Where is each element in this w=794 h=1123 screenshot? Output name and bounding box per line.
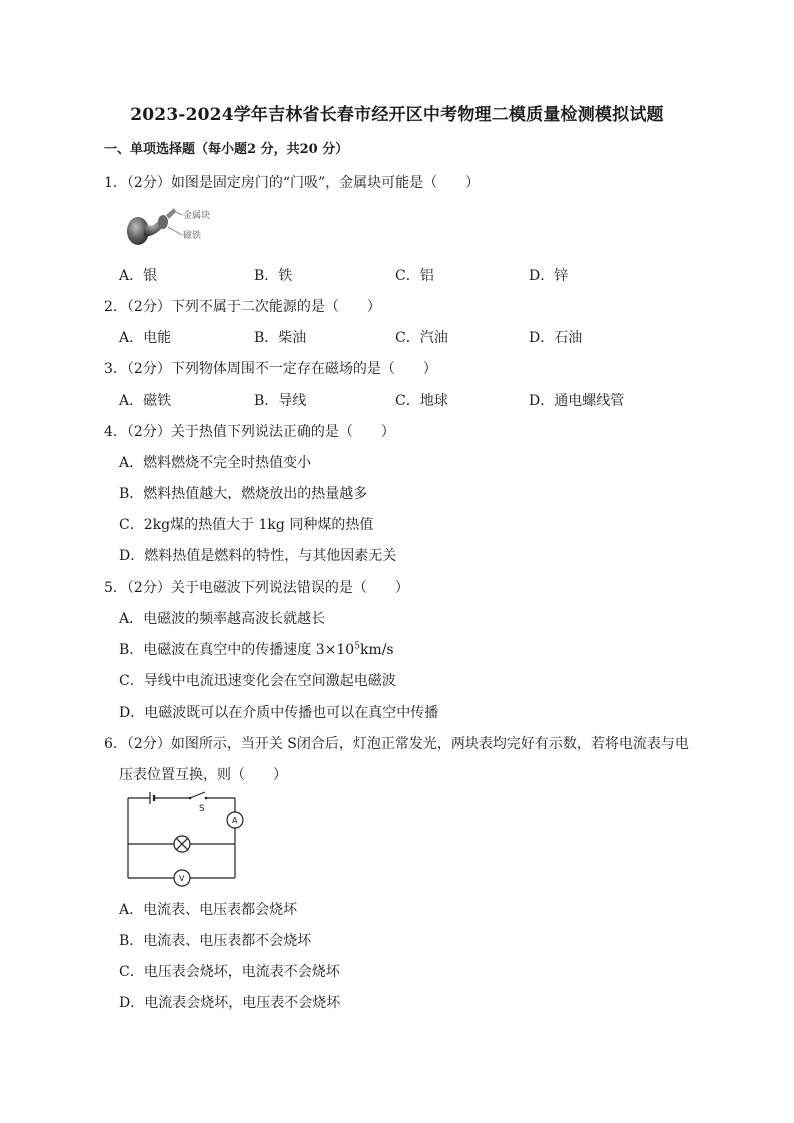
q2-option-a: A．电能 [119,330,172,346]
q5-option-b-exponent: 5 [354,641,360,652]
q4-option-b: B．燃料热值越大，燃烧放出的热量越多 [119,486,368,502]
q1-option-b: B．铁 [254,268,293,284]
question-4-stem: 4．（2分）关于热值下列说法正确的是（ ） [104,424,395,440]
question-3-stem: 3．（2分）下列物体周围不一定存在磁场的是（ ） [104,361,437,377]
magnet-block [158,215,168,229]
q2-option-b: B．柴油 [254,330,307,346]
label-metal-block: 金属块 [183,211,211,221]
q5-option-a: A．电磁波的频率越高波长就越长 [119,611,326,627]
q4-option-c: C．2kg煤的热值大于 1kg 同种煤的热值 [119,517,374,533]
q3-option-a: A．磁铁 [119,393,172,409]
q6-option-c: C．电压表会烧坏，电流表不会烧坏 [119,964,340,980]
q5-option-c: C．导线中电流迅速变化会在空间激起电磁波 [119,673,396,689]
q2-option-c: C．汽油 [395,330,448,346]
q1-option-a: A．银 [119,268,158,284]
question-6-stem-line2: 压表位置互换，则（ ） [119,767,287,783]
question-5-stem: 5．（2分）关于电磁波下列说法错误的是（ ） [104,580,409,596]
q3-option-c: C．地球 [395,393,448,409]
q5-option-b-text: B．电磁波在真空中的传播速度 3×10 [119,642,355,658]
q6-option-b: B．电流表、电压表都不会烧坏 [119,933,312,949]
question-2-stem: 2．（2分）下列不属于二次能源的是（ ） [104,299,381,315]
q3-option-b: B．导线 [254,393,307,409]
question-1-stem: 1．（2分）如图是固定房门的“门吸”，金属块可能是（ ） [104,175,480,191]
q5-option-b [119,639,394,659]
q2-option-d: D．石油 [529,330,583,346]
voltmeter-label: V [179,874,185,883]
door-stopper-figure [122,203,232,249]
q4-option-d: D．燃料热值是燃料的特性，与其他因素无关 [119,548,397,564]
circuit-diagram [120,790,250,890]
ammeter-label: A [232,816,238,825]
q1-option-c: C．铝 [395,268,434,284]
q1-option-d: D．锌 [529,268,569,284]
section-heading: 一、单项选择题（每小题2 分，共20 分） [104,142,349,157]
q6-option-d: D．电流表会烧坏，电压表不会烧坏 [119,995,341,1011]
q5-option-d: D．电磁波既可以在介质中传播也可以在真空中传播 [119,705,439,721]
page-title: 2023-2024学年吉林省长春市经开区中考物理二模质量检测模拟试题 [130,105,664,125]
question-6-stem-line1: 6．（2分）如图所示，当开关 S闭合后，灯泡正常发光，两块表均完好有示数，若将电流表与电 [104,736,689,752]
q3-option-d: D．通电螺线管 [529,393,625,409]
metal-block [166,208,176,219]
label-magnet: 磁铁 [183,231,202,241]
q6-option-a: A．电流表、电压表都会烧坏 [119,902,298,918]
q4-option-a: A．燃料燃烧不完全时热值变小 [119,455,312,471]
q5-option-b-unit: km/s [359,642,394,658]
switch-label: S [199,804,205,814]
switch-blade [190,792,205,798]
